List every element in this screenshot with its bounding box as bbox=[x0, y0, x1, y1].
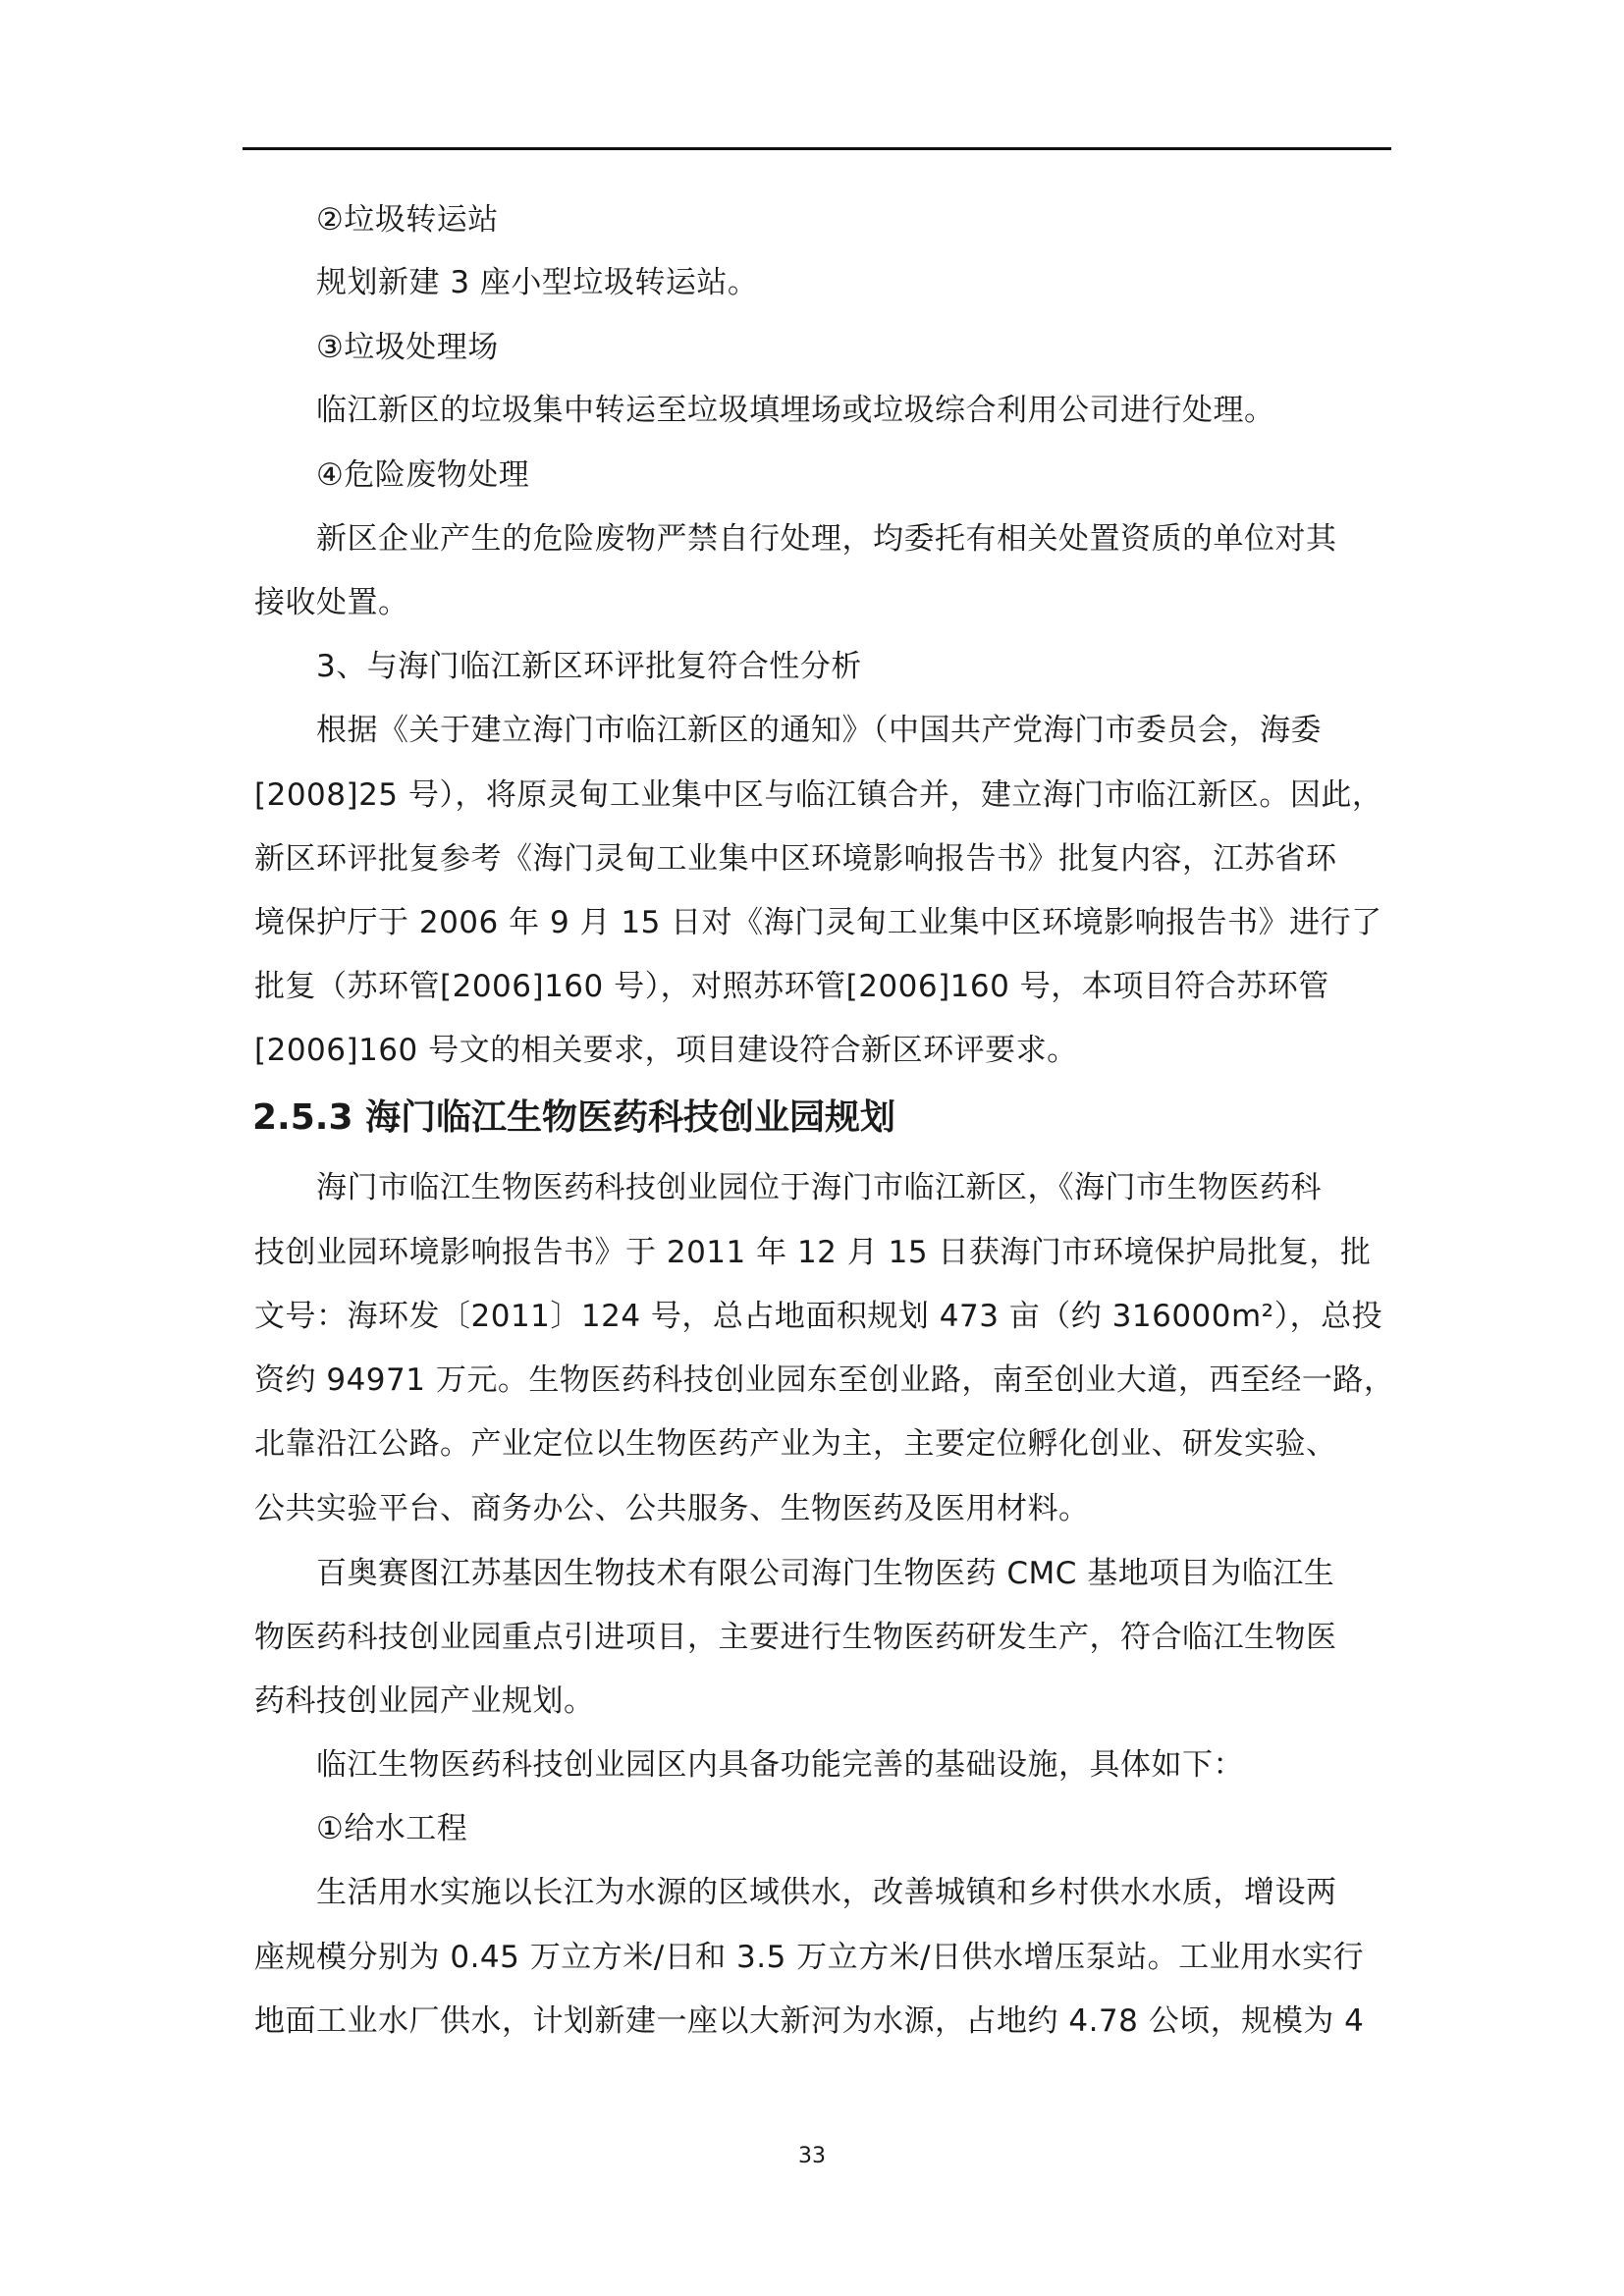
paragraph-line: 新区企业产生的危险废物严禁自行处理，均委托有相关处置资质的单位对其 bbox=[316, 521, 1337, 557]
paragraph-line: 根据《关于建立海门市临江新区的通知》（中国共产党海门市委员会，海委 bbox=[316, 713, 1322, 748]
paragraph-line: 百奥赛图江苏基因生物技术有限公司海门生物医药 CMC 基地项目为临江生 bbox=[316, 1556, 1335, 1591]
subheading-transfer-station: ②垃圾转运站 bbox=[316, 202, 499, 238]
paragraph-line: 北靠沿江公路。产业定位以生物医药产业为主，主要定位孵化创业、研发实验、 bbox=[254, 1426, 1337, 1462]
paragraph-line: 物医药科技创业园重点引进项目，主要进行生物医药研发生产，符合临江生物医 bbox=[254, 1620, 1337, 1655]
paragraph-line: [2008]25 号），将原灵甸工业集中区与临江镇合并，建立海门市临江新区。因此， bbox=[254, 777, 1383, 813]
paragraph-line: 新区环评批复参考《海门灵甸工业集中区环境影响报告书》批复内容，江苏省环 bbox=[254, 841, 1337, 877]
subheading-water-supply: ①给水工程 bbox=[316, 1811, 468, 1846]
paragraph-line: 规划新建 3 座小型垃圾转运站。 bbox=[316, 265, 759, 300]
paragraph-line: 临江生物医药科技创业园区内具备功能完善的基础设施，具体如下： bbox=[316, 1747, 1244, 1783]
paragraph-line: 生活用水实施以长江为水源的区域供水，改善城镇和乡村供水水质，增设两 bbox=[316, 1875, 1337, 1910]
paragraph-line: 技创业园环境影响报告书》于 2011 年 12 月 15 日获海门市环境保护局批复，批 bbox=[254, 1235, 1372, 1270]
subheading-hazardous-waste: ④危险废物处理 bbox=[316, 457, 530, 493]
paragraph-line: 海门市临江生物医药科技创业园位于海门市临江新区，《海门市生物医药科 bbox=[316, 1170, 1322, 1205]
paragraph-line: 地面工业水厂供水，计划新建一座以大新河为水源，占地约 4.78 公顷，规模为 4 bbox=[254, 2003, 1365, 2039]
section-heading: 2.5.3 海门临江生物医药科技创业园规划 bbox=[252, 1097, 896, 1138]
header-rule bbox=[243, 147, 1391, 150]
paragraph-line: 公共实验平台、商务办公、公共服务、生物医药及医用材料。 bbox=[254, 1491, 1090, 1526]
paragraph-line: 接收处置。 bbox=[254, 585, 409, 620]
page-number: 33 bbox=[798, 2144, 826, 2168]
paragraph-line: 资约 94971 万元。生物医药科技创业园东至创业路，南至创业大道，西至经一路， bbox=[254, 1362, 1395, 1398]
paragraph-line: 境保护厅于 2006 年 9 月 15 日对《海门灵甸工业集中区环境影响报告书》进行了 bbox=[254, 905, 1382, 940]
paragraph-line: 临江新区的垃圾集中转运至垃圾填埋场或垃圾综合利用公司进行处理。 bbox=[316, 393, 1275, 428]
paragraph-line: [2006]160 号文的相关要求，项目建设符合新区环评要求。 bbox=[254, 1033, 1078, 1068]
paragraph-line: 座规模分别为 0.45 万立方米/日和 3.5 万立方米/日供水增压泵站。工业用水实行 bbox=[254, 1940, 1365, 1975]
paragraph-line: 文号：海环发〔2011〕124 号，总占地面积规划 473 亩（约 316000m²），总投 bbox=[254, 1299, 1383, 1334]
subheading-treatment-site: ③垃圾处理场 bbox=[316, 330, 499, 365]
subheading-compliance-analysis: 3、与海门临江新区环评批复符合性分析 bbox=[316, 649, 862, 684]
paragraph-line: 药科技创业园产业规划。 bbox=[254, 1683, 595, 1719]
paragraph-line: 批复（苏环管[2006]160 号），对照苏环管[2006]160 号，本项目符合苏环管 bbox=[254, 969, 1329, 1004]
